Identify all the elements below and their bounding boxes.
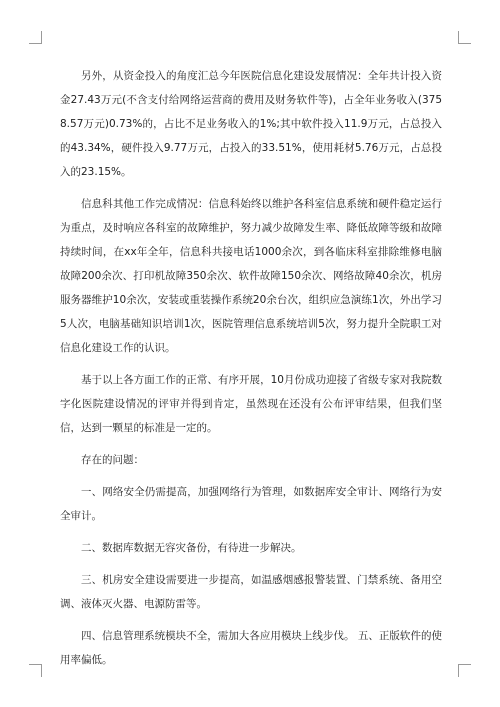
paragraph-problem-2: 二、数据库数据无容灾备份，有待进一步解决。 xyxy=(81,542,302,554)
paragraph-other-work: 信息科其他工作完成情况：信息科始终以维护各科室信息系统和硬件稳定运行为重点，及时响应各科室的故障维护，努力减少故障发生率、降低故障等级和故障持续时间，在xx年全年，信息科共接电话1000余次，到各临床科室排除维修电脑故障200余次、打印机故障350余次、软件故障150余次、网络故障40余次，机房服务器维护10余次，安装或重装操作系统20余台次，组织应急演练1次，外出学习5人次，电脑基础知识培训1次，医院管理信息系统培训5次，努力提升全院职工对信息化建设工作的认识。 xyxy=(60,198,442,354)
paragraph-problem-1: 一、网络安全仍需提高，加强网络行为管理，如数据库安全审计、网络行为安全审计。 xyxy=(60,486,442,522)
paragraph-review: 基于以上各方面工作的正常、有序开展，10月份成功迎接了省级专家对我院数字化医院建设情况的评审并得到肯定，虽然现在还没有公布评审结果，但我们坚信，达到一颗星的标准是一定的。 xyxy=(60,374,442,434)
document-body xyxy=(60,64,442,680)
paragraph-problem-4-5: 四、信息管理系统模块不全，需加大各应用模块上线步伐。 五、正版软件的使用率偏低。 xyxy=(60,630,442,666)
corner-mark-top-right xyxy=(458,31,471,44)
corner-mark-bottom-left xyxy=(29,664,42,677)
corner-mark-top-left xyxy=(29,31,42,44)
paragraph-funding: 另外，从资金投入的角度汇总今年医院信息化建设发展情况：全年共计投入资金27.43万元(不含支付给网络运营商的费用及财务软件等)，占全年业务收入(3758.57万元)0.73%的，占比不足业务收入的1%;其中软件投入11.9万元，占总投入的43.34%，硬件投入9.77万元，占投入的33.51%，使用耗材5.76万元，占总投入的23.15%。 xyxy=(60,70,442,178)
corner-mark-bottom-right xyxy=(458,664,471,677)
paragraph-problems-heading: 存在的问题： xyxy=(81,454,144,466)
paragraph-problem-3: 三、机房安全建设需要进一步提高，如温感烟感报警装置、门禁系统、备用空调、液体灭火器、电源防雷等。 xyxy=(60,574,442,610)
